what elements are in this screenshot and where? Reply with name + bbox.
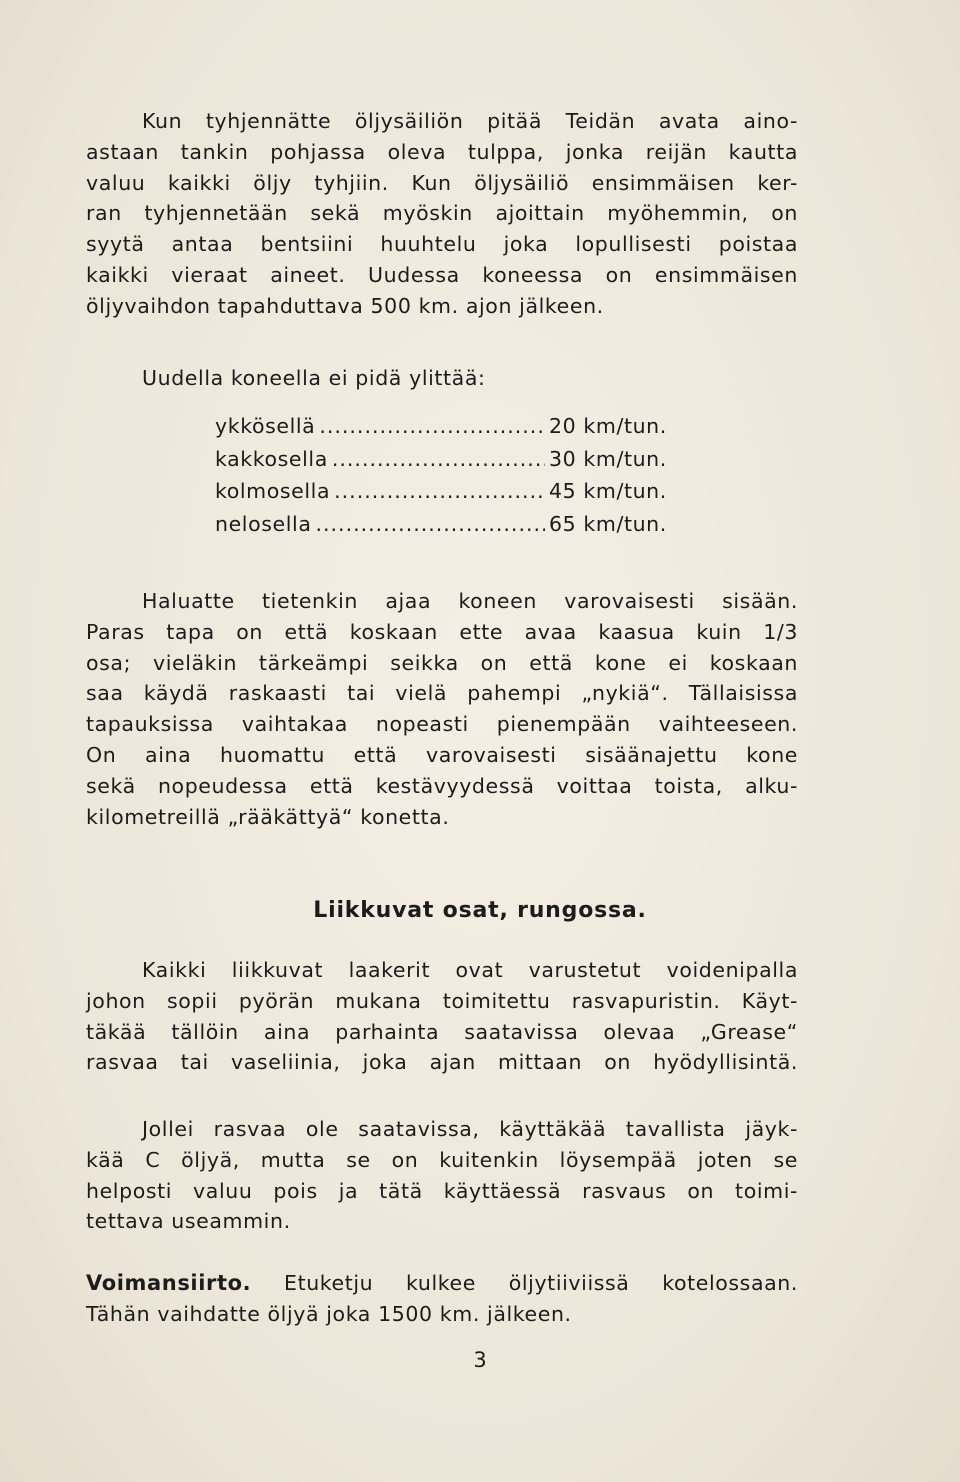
text-line: On aina huomattu että varovaisesti sisäänajettu kone bbox=[86, 742, 798, 767]
text-line bbox=[86, 1268, 798, 1299]
dot-leader bbox=[332, 447, 545, 471]
paragraph-grease-alternative bbox=[86, 1114, 798, 1237]
text-line: Paras tapa on että koskaan ette avaa kaasua kuin 1/3 bbox=[86, 619, 798, 644]
dot-leader bbox=[316, 512, 546, 536]
text-line: astaan tankin pohjassa oleva tulppa, jonka reijän kautta bbox=[86, 139, 798, 164]
gear-label: ykkösellä bbox=[215, 414, 316, 438]
runin-heading: Voimansiirto. bbox=[86, 1271, 252, 1295]
text-line: Haluatte tietenkin ajaa koneen varovaisesti sisään. bbox=[142, 589, 798, 613]
speed-limit-intro: Uudella koneella ei pidä ylittää: bbox=[142, 366, 486, 390]
speed-value: 20 km/tun. bbox=[549, 414, 667, 438]
speed-limit-row bbox=[215, 512, 675, 545]
text-line: täkää tällöin aina parhainta saatavissa olevaa „Grease“ bbox=[86, 1019, 798, 1044]
text-line: sekä nopeudessa että kestävyydessä voittaa toista, alku- bbox=[86, 773, 798, 798]
dot-leader bbox=[319, 414, 545, 438]
text-line: helposti valuu pois ja tätä käyttäessä rasvaus on toimi- bbox=[86, 1178, 798, 1203]
gear-label: nelosella bbox=[215, 511, 312, 536]
text-line: kää C öljyä, mutta se on kuitenkin löysempää joten se bbox=[86, 1147, 798, 1172]
paragraph-lubrication bbox=[86, 955, 798, 1078]
dot-leader bbox=[334, 479, 545, 503]
text-line: saa käydä raskaasti tai vielä pahempi „nykiä“. Tällaisissa bbox=[86, 681, 798, 706]
text-line: valuu kaikki öljy tyhjiin. Kun öljysäiliö ensimmäisen ker- bbox=[86, 170, 798, 195]
text-line: kaikki vieraat aineet. Uudessa koneessa on ensimmäisen bbox=[86, 262, 798, 287]
speed-limit-table bbox=[215, 414, 675, 544]
speed-limit-row bbox=[215, 479, 675, 512]
text-line: syytä antaa bentsiini huuhtelu joka lopullisesti poistaa bbox=[86, 232, 798, 257]
text-line: osa; vieläkin tärkeämpi seikka on että kone ei koskaan bbox=[86, 650, 798, 675]
paragraph-oil-tank bbox=[86, 106, 798, 322]
text-line: rasvaa tai vaseliinia, joka ajan mittaan on hyödyllisintä. bbox=[86, 1050, 798, 1075]
text-fragment: Etuketju kulkee öljytiiviissä kotelossaan. bbox=[284, 1271, 798, 1295]
text-line: Jollei rasvaa ole saatavissa, käyttäkää tavallista jäyk- bbox=[142, 1117, 798, 1141]
speed-limit-row bbox=[215, 447, 675, 480]
text-line: kilometreillä „rääkättyä“ konetta. bbox=[86, 804, 450, 829]
speed-value: 30 km/tun. bbox=[549, 446, 667, 471]
speed-value: 65 km/tun. bbox=[549, 511, 667, 536]
paragraph-running-in bbox=[86, 586, 798, 832]
text-line: tettava useammin. bbox=[86, 1209, 291, 1234]
text-line: öljyvaihdon tapahduttava 500 km. ajon jälkeen. bbox=[86, 293, 604, 318]
gear-label: kakkosella bbox=[215, 446, 328, 471]
text-line: tapauksissa vaihtakaa nopeasti pienempään vaihteeseen. bbox=[86, 712, 798, 737]
gear-label: kolmosella bbox=[215, 479, 331, 503]
section-heading: Liikkuvat osat, rungossa. bbox=[313, 898, 647, 923]
speed-limit-row bbox=[215, 414, 675, 447]
text-line: johon sopii pyörän mukana toimitettu rasvapuristin. Käyt- bbox=[86, 988, 798, 1013]
text-line: ran tyhjennetään sekä myöskin ajoittain myöhemmin, on bbox=[86, 201, 798, 226]
text-line: Kun tyhjennätte öljysäiliön pitää Teidän avata aino- bbox=[142, 109, 798, 133]
page-number: 3 bbox=[473, 1348, 487, 1372]
text-line: Tähän vaihdatte öljyä joka 1500 km. jälkeen. bbox=[86, 1301, 572, 1326]
speed-value: 45 km/tun. bbox=[549, 479, 667, 503]
text-line: Kaikki liikkuvat laakerit ovat varustetut voidenipalla bbox=[142, 958, 798, 982]
paragraph-transmission bbox=[86, 1268, 798, 1330]
